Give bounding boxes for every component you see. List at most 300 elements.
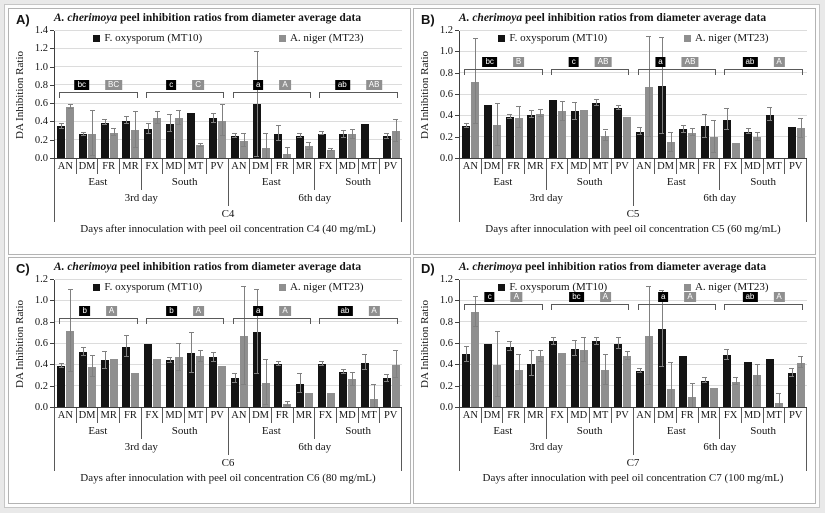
error-bar-line bbox=[497, 332, 498, 398]
x-axis-levels bbox=[459, 408, 807, 471]
x-category-fr: FR bbox=[503, 159, 525, 174]
error-bar-cap-bottom bbox=[146, 133, 151, 134]
chart-area bbox=[418, 25, 807, 164]
bar-mt10-md bbox=[166, 360, 174, 407]
error-bar-cap-top bbox=[746, 128, 751, 129]
significance-letters bbox=[655, 57, 698, 67]
bar-mt10-mt bbox=[766, 115, 774, 158]
error-bar-cap-bottom bbox=[241, 384, 246, 385]
x-axis-concentration-label: C6 bbox=[54, 455, 402, 471]
bar-mt10-md bbox=[571, 349, 579, 407]
error-bar-cap-top bbox=[319, 361, 324, 362]
barwrap-mt10 bbox=[361, 280, 369, 407]
error-bar-cap-bottom bbox=[551, 344, 556, 345]
barwrap-mt23 bbox=[471, 31, 479, 158]
chart-title-species: A. cherimoya bbox=[53, 261, 118, 273]
x-category-md: MD bbox=[163, 408, 185, 423]
barwrap-mt23 bbox=[88, 280, 96, 407]
error-bar-cap-top bbox=[702, 377, 707, 378]
error-bar-cap-bottom bbox=[724, 359, 729, 360]
error-bar-cap-top bbox=[167, 114, 172, 115]
significance-bracket bbox=[638, 57, 716, 75]
error-bar-cap-bottom bbox=[572, 355, 577, 356]
bar-group-fx bbox=[547, 31, 569, 158]
significance-letters bbox=[335, 80, 383, 90]
sig-letter-mt10: c bbox=[569, 57, 579, 67]
error-bar-cap-top bbox=[393, 119, 398, 120]
error-bar-cap-bottom bbox=[529, 375, 534, 376]
error-bar-cap-top bbox=[507, 341, 512, 342]
significance-letters bbox=[569, 292, 611, 302]
chart-title bbox=[418, 12, 807, 24]
significance-letters bbox=[253, 306, 291, 316]
barwrap-mt10 bbox=[122, 280, 130, 407]
bar-group-mr bbox=[98, 280, 120, 407]
error-bar-cap-bottom bbox=[538, 361, 543, 362]
figure-grid bbox=[4, 4, 820, 508]
x-category-dm: DM bbox=[250, 408, 272, 423]
error-bar-cap-bottom bbox=[384, 381, 389, 382]
error-bar-cap-top bbox=[755, 132, 760, 133]
error-bar-cap-bottom bbox=[789, 376, 794, 377]
barwrap-mt23 bbox=[667, 31, 675, 158]
plot-area bbox=[459, 280, 807, 408]
error-bar-cap-top bbox=[319, 131, 324, 132]
sig-letter-mt10: bc bbox=[75, 80, 89, 90]
y-axis-ticks bbox=[432, 274, 459, 413]
error-bar-cap-top bbox=[798, 118, 803, 119]
bar-group-md bbox=[742, 31, 764, 158]
error-bar-cap-top bbox=[384, 374, 389, 375]
barwrap-mt10 bbox=[79, 280, 87, 407]
bar-group-mt bbox=[590, 31, 612, 158]
error-bar-line bbox=[466, 347, 467, 362]
significance-letters bbox=[337, 306, 379, 316]
bar-mt10-fr bbox=[506, 117, 514, 158]
bar-group-fx bbox=[720, 31, 742, 158]
barwrap-mt10 bbox=[549, 31, 557, 158]
plot-area bbox=[459, 31, 807, 159]
bar-mt23-mr bbox=[305, 393, 313, 407]
bar-mt10-an bbox=[462, 354, 470, 407]
x-category-mt: MT bbox=[764, 408, 786, 423]
error-bar-line bbox=[222, 105, 223, 136]
x-category-fx: FX bbox=[315, 408, 337, 423]
error-bar-line bbox=[244, 287, 245, 384]
barwrap-mt10 bbox=[209, 280, 217, 407]
bar-group-fr bbox=[272, 280, 294, 407]
error-bar-cap-top bbox=[241, 133, 246, 134]
error-bar-line bbox=[278, 126, 279, 141]
error-bar-cap-top bbox=[724, 108, 729, 109]
bar-mt10-fr bbox=[101, 123, 109, 158]
sig-letter-mt23: A bbox=[773, 57, 784, 67]
y-axis-title: DA Inhibition Ratio bbox=[419, 300, 431, 388]
error-bar-cap-bottom bbox=[393, 141, 398, 142]
sig-letter-mt10: ab bbox=[337, 306, 352, 316]
x-category-md: MD bbox=[742, 159, 764, 174]
x-category-fr: FR bbox=[120, 408, 142, 423]
error-bar-line bbox=[287, 148, 288, 158]
error-bar-cap-top bbox=[755, 364, 760, 365]
sig-letter-mt10: ab bbox=[742, 57, 757, 67]
plot-area bbox=[54, 31, 402, 159]
significance-bracket bbox=[551, 291, 629, 310]
error-bar-line bbox=[705, 115, 706, 138]
error-bar-cap-top bbox=[495, 103, 500, 104]
bar-mt10-an bbox=[636, 132, 644, 158]
y-tick-label: 0.2 bbox=[439, 380, 453, 392]
error-bar-line bbox=[475, 297, 476, 327]
bar-mt10-an bbox=[231, 378, 239, 407]
significance-bracket bbox=[146, 306, 224, 324]
error-bar-cap-top bbox=[371, 384, 376, 385]
legend-item bbox=[93, 281, 202, 293]
error-bar-cap-bottom bbox=[198, 146, 203, 147]
barwrap-mt23 bbox=[558, 280, 566, 407]
bar-mt10-pv bbox=[383, 136, 391, 158]
x-day-6th: 6th day bbox=[298, 441, 332, 453]
x-category-dm: DM bbox=[655, 159, 677, 174]
bar-mt10-md bbox=[744, 132, 752, 158]
error-bar-cap-bottom bbox=[285, 405, 290, 406]
y-tick-label: 0.8 bbox=[439, 67, 453, 79]
error-bar-cap-top bbox=[59, 123, 64, 124]
significance-bracket bbox=[551, 57, 629, 75]
sig-letter-mt10: c bbox=[485, 292, 495, 302]
y-tick-label: 1.0 bbox=[34, 295, 48, 307]
error-bar-cap-bottom bbox=[176, 124, 181, 125]
significance-bracket bbox=[59, 306, 137, 324]
legend-item bbox=[684, 281, 769, 293]
x-axis-title: Days after innoculation with peel oil concentration C5 (60 mg/mL) bbox=[485, 223, 781, 235]
error-bar-cap-bottom bbox=[211, 361, 216, 362]
y-tick-label: 1.2 bbox=[34, 274, 48, 285]
x-axis-levels bbox=[459, 159, 807, 222]
error-bar-cap-bottom bbox=[711, 152, 716, 153]
error-bar-cap-bottom bbox=[755, 140, 760, 141]
error-bar-cap-top bbox=[495, 331, 500, 332]
y-axis-ticks bbox=[27, 25, 54, 164]
error-bar-cap-top bbox=[350, 129, 355, 130]
error-bar-cap-top bbox=[102, 119, 107, 120]
bar-group-fr bbox=[699, 31, 721, 158]
x-category-md: MD bbox=[337, 159, 359, 174]
bar-mt10-an bbox=[462, 126, 470, 158]
x-category-mt: MT bbox=[590, 408, 612, 423]
chart-panel-d bbox=[413, 257, 816, 504]
barwrap-mt23 bbox=[262, 280, 270, 407]
barwrap-mt23 bbox=[66, 280, 74, 407]
bar-mt10-mr bbox=[296, 136, 304, 158]
barwrap-mt10 bbox=[296, 280, 304, 407]
bar-group-md bbox=[163, 280, 185, 407]
sig-letter-mt10: ab bbox=[335, 80, 350, 90]
barwrap-mt23 bbox=[645, 280, 653, 407]
barwrap-mt10 bbox=[571, 31, 579, 158]
bar-mt10-fx bbox=[723, 355, 731, 407]
y-tick-label: 0.8 bbox=[439, 316, 453, 328]
bar-group-mt bbox=[359, 280, 381, 407]
bar-mt10-pv bbox=[614, 108, 622, 158]
error-bar-cap-bottom bbox=[507, 350, 512, 351]
y-axis-title: DA Inhibition Ratio bbox=[14, 300, 26, 388]
plot-area bbox=[54, 280, 402, 408]
barwrap-mt23 bbox=[797, 280, 805, 407]
barwrap-mt10 bbox=[636, 280, 644, 407]
legend-item bbox=[684, 32, 769, 44]
error-bar-cap-bottom bbox=[102, 124, 107, 125]
barwrap-mt10 bbox=[144, 280, 152, 407]
error-bar-line bbox=[692, 384, 693, 407]
bar-group-an bbox=[460, 280, 482, 407]
x-axis-concentration-label: C5 bbox=[459, 206, 807, 222]
error-bar-cap-top bbox=[616, 337, 621, 338]
error-bar-cap-top bbox=[581, 337, 586, 338]
x-day-6th: 6th day bbox=[703, 192, 737, 204]
chart-title-rest: peel inhibition ratios from diameter average data bbox=[522, 261, 767, 273]
x-category-mr: MR bbox=[294, 159, 316, 174]
error-bar-cap-top bbox=[603, 129, 608, 130]
bar-mt10-pv bbox=[788, 373, 796, 407]
legend-swatch-mt23 bbox=[279, 284, 286, 291]
bar-group-an bbox=[460, 31, 482, 158]
error-bar-cap-bottom bbox=[276, 140, 281, 141]
error-bar-cap-bottom bbox=[124, 123, 129, 124]
error-bar-line bbox=[396, 120, 397, 142]
error-bar-cap-top bbox=[285, 147, 290, 148]
error-bar-line bbox=[519, 107, 520, 128]
bar-group-pv bbox=[785, 31, 807, 158]
x-category-fr: FR bbox=[272, 408, 294, 423]
x-category-pv: PV bbox=[383, 410, 398, 421]
barwrap-mt10 bbox=[723, 31, 731, 158]
chart-area bbox=[418, 274, 807, 413]
error-bar-cap-top bbox=[285, 401, 290, 402]
error-bar-cap-top bbox=[625, 351, 630, 352]
legend-item bbox=[279, 281, 364, 293]
x-category-md: MD bbox=[568, 159, 590, 174]
error-bar-cap-bottom bbox=[668, 151, 673, 152]
barwrap-mt23 bbox=[710, 280, 718, 407]
panel-label: C) bbox=[16, 261, 30, 276]
chart-title-species: A. cherimoya bbox=[458, 261, 523, 273]
x-axis-category-row bbox=[54, 408, 402, 423]
bar-mt10-dm bbox=[484, 105, 492, 158]
error-bar-cap-bottom bbox=[81, 355, 86, 356]
sig-letter-mt23: AB bbox=[595, 57, 612, 67]
barwrap-mt23 bbox=[580, 31, 588, 158]
legend-label: F. oxysporum (MT10) bbox=[509, 281, 608, 293]
error-bar-line bbox=[257, 52, 258, 157]
error-bar-cap-top bbox=[211, 113, 216, 114]
significance-letters bbox=[79, 306, 117, 316]
error-bar-cap-bottom bbox=[733, 384, 738, 385]
significance-letters bbox=[485, 292, 522, 302]
x-axis-day-row bbox=[459, 439, 807, 455]
bar-mt23-pv bbox=[623, 117, 631, 158]
sig-letter-mt23: A bbox=[511, 292, 522, 302]
y-axis-title: DA Inhibition Ratio bbox=[419, 51, 431, 139]
error-bar-cap-bottom bbox=[341, 373, 346, 374]
barwrap-mt10 bbox=[462, 280, 470, 407]
bar-group-pv bbox=[785, 280, 807, 407]
barwrap-mt10 bbox=[101, 280, 109, 407]
bar-mt10-mr bbox=[122, 121, 130, 158]
x-category-fx: FX bbox=[142, 408, 164, 423]
barwrap-mt10 bbox=[766, 31, 774, 158]
y-tick-label: 0.6 bbox=[34, 338, 48, 349]
error-bar-cap-bottom bbox=[572, 119, 577, 120]
error-bar-cap-bottom bbox=[319, 134, 324, 135]
significance-bracket bbox=[233, 80, 311, 98]
legend-item bbox=[93, 32, 202, 44]
error-bar-cap-top bbox=[297, 373, 302, 374]
barwrap-mt23 bbox=[536, 31, 544, 158]
error-bar-line bbox=[575, 341, 576, 356]
panel-header bbox=[418, 261, 807, 278]
x-category-mr: MR bbox=[294, 408, 316, 423]
bar-mt10-dm bbox=[79, 352, 87, 407]
bar-mt10-fx bbox=[549, 100, 557, 158]
chart-title bbox=[13, 12, 402, 24]
bar-group-dm bbox=[482, 31, 504, 158]
bar-mt10-mt bbox=[187, 113, 195, 158]
x-axis-region-row bbox=[54, 423, 402, 439]
error-bar-cap-top bbox=[254, 51, 259, 52]
bar-mt23-pv bbox=[218, 366, 226, 407]
error-bar-line bbox=[266, 134, 267, 158]
sig-letter-mt10: a bbox=[253, 306, 263, 316]
sig-letter-mt23: C bbox=[192, 80, 204, 90]
bar-group-mr bbox=[525, 280, 547, 407]
error-bar-cap-top bbox=[59, 363, 64, 364]
x-category-mt: MT bbox=[185, 408, 207, 423]
legend-label: F. oxysporum (MT10) bbox=[509, 32, 608, 44]
y-tick-label: 0.6 bbox=[439, 338, 453, 349]
error-bar-cap-bottom bbox=[263, 404, 268, 405]
bar-mt10-mr bbox=[701, 381, 709, 407]
barwrap-mt23 bbox=[623, 31, 631, 158]
error-bar-cap-bottom bbox=[798, 137, 803, 138]
barwrap-mt10 bbox=[253, 280, 261, 407]
error-bar-cap-bottom bbox=[254, 373, 259, 374]
significance-bracket bbox=[464, 291, 542, 310]
error-bar-cap-bottom bbox=[538, 116, 543, 117]
bar-group-pv bbox=[612, 31, 634, 158]
error-bar-cap-bottom bbox=[724, 129, 729, 130]
x-category-md: MD bbox=[337, 408, 359, 423]
error-bar-cap-top bbox=[516, 354, 521, 355]
x-category-mt: MT bbox=[359, 408, 381, 423]
error-bar-line bbox=[396, 351, 397, 379]
bar-mt23-fx bbox=[732, 382, 740, 407]
bar-mt23-fx bbox=[327, 393, 335, 407]
bar-group-md bbox=[337, 280, 359, 407]
error-bar-cap-bottom bbox=[232, 137, 237, 138]
bar-mt23-mr bbox=[710, 388, 718, 407]
x-category-md: MD bbox=[163, 159, 185, 174]
legend-label: A. niger (MT23) bbox=[289, 281, 364, 293]
error-bar-cap-top bbox=[68, 104, 73, 105]
sig-letter-mt23: A bbox=[773, 292, 784, 302]
error-bar-line bbox=[70, 290, 71, 373]
legend bbox=[55, 32, 402, 44]
error-bar-cap-bottom bbox=[384, 138, 389, 139]
x-axis-region-row bbox=[459, 174, 807, 190]
x-axis-title: Days after innoculation with peel oil concentration C6 (80 mg/mL) bbox=[80, 472, 376, 484]
bar-mt23-mr bbox=[536, 114, 544, 158]
error-bar-cap-bottom bbox=[176, 370, 181, 371]
error-bar-cap-bottom bbox=[362, 369, 367, 370]
x-category-mt: MT bbox=[590, 159, 612, 174]
error-bar-cap-bottom bbox=[393, 377, 398, 378]
error-bar-cap-bottom bbox=[155, 123, 160, 124]
error-bar-cap-top bbox=[464, 346, 469, 347]
error-bar-line bbox=[266, 360, 267, 404]
bar-group-mr bbox=[699, 280, 721, 407]
x-category-mt: MT bbox=[764, 159, 786, 174]
barwrap-mt23 bbox=[493, 31, 501, 158]
error-bar-cap-top bbox=[798, 356, 803, 357]
x-region-south: South bbox=[345, 176, 371, 188]
error-bar-line bbox=[519, 355, 520, 385]
error-bar-cap-bottom bbox=[616, 109, 621, 110]
bar-mt10-fr bbox=[506, 347, 514, 407]
error-bar-cap-top bbox=[668, 132, 673, 133]
barwrap-mt10 bbox=[788, 31, 796, 158]
error-bar-cap-bottom bbox=[755, 385, 760, 386]
x-region-south: South bbox=[547, 174, 634, 190]
bar-mt10-dm bbox=[79, 134, 87, 158]
x-axis-category-row bbox=[54, 159, 402, 174]
bar-mt10-mr bbox=[527, 115, 535, 158]
y-tick-label: 1.2 bbox=[439, 25, 453, 36]
significance-bracket bbox=[319, 80, 397, 98]
error-bar-cap-top bbox=[263, 133, 268, 134]
error-bar-cap-bottom bbox=[473, 123, 478, 124]
error-bar-cap-top bbox=[594, 99, 599, 100]
x-category-an: AN bbox=[460, 408, 482, 423]
bar-mt23-md bbox=[580, 110, 588, 158]
bar-group-fr bbox=[120, 280, 142, 407]
error-bar-cap-bottom bbox=[603, 140, 608, 141]
error-bar-cap-top bbox=[668, 362, 673, 363]
error-bar-cap-top bbox=[350, 372, 355, 373]
error-bar-cap-top bbox=[529, 110, 534, 111]
sig-letter-mt23: A bbox=[279, 306, 290, 316]
barwrap-mt23 bbox=[110, 280, 118, 407]
bar-mt23-fr bbox=[110, 133, 118, 158]
error-bar-cap-bottom bbox=[124, 356, 129, 357]
barwrap-mt10 bbox=[187, 280, 195, 407]
y-tick-label: 0.6 bbox=[439, 89, 453, 100]
x-category-mr: MR bbox=[677, 159, 699, 174]
x-category-mr: MR bbox=[699, 408, 721, 423]
bar-mt10-pv bbox=[614, 344, 622, 408]
x-day-3rd: 3rd day bbox=[460, 190, 634, 206]
legend bbox=[460, 281, 807, 293]
significance-bracket bbox=[146, 80, 224, 98]
error-bar-cap-bottom bbox=[350, 138, 355, 139]
x-category-fx: FX bbox=[142, 159, 164, 174]
sig-letter-mt10: a bbox=[253, 80, 263, 90]
x-category-md: MD bbox=[568, 408, 590, 423]
error-bar-cap-top bbox=[724, 349, 729, 350]
bar-mt23-fx bbox=[732, 143, 740, 158]
chart-area bbox=[13, 274, 402, 413]
error-bar-line bbox=[191, 333, 192, 373]
